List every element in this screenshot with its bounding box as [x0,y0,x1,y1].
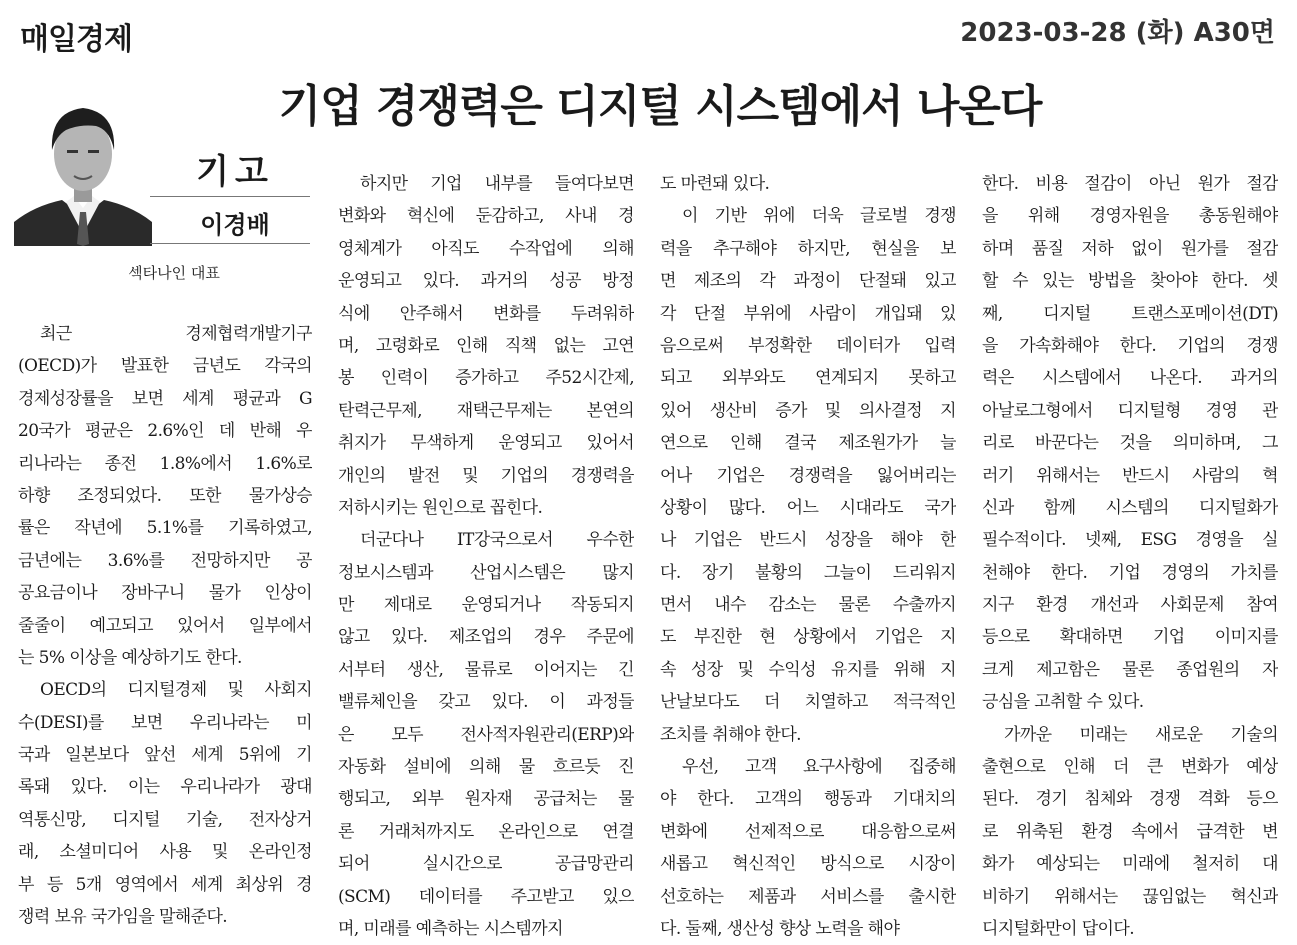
article-line: 는 5% 이상을 예상하기도 한다. [18,647,242,668]
article-line: 가까운 미래는 새로운 기술의 [1004,724,1278,745]
article-line: 비하기 위해서는 끊임없는 혁신과 [982,886,1278,907]
article-line: 탄력근무제, 재택근무제는 본연의 [338,400,634,421]
section-divider [150,196,310,197]
article-line: 다. 둘째, 생산성 향상 노력을 해야 [660,918,900,939]
article-line: 되고 외부와도 연계되지 못하고 [660,368,956,389]
article-line: 된다. 경기 침체와 경쟁 격화 등으 [982,789,1278,810]
article-line: 20국가 평균은 2.6%인 데 반해 우 [18,421,312,442]
article-line: 로 위축된 환경 속에서 급격한 변 [982,821,1278,842]
article-line: 새롭고 혁신적인 방식으로 시장이 [660,854,956,875]
section-label: 기고 [196,152,274,192]
article-line: 어나 기업은 경쟁력을 잃어버리는 [660,465,956,486]
article-line: 며, 미래를 예측하는 시스템까지 [338,918,563,939]
article-line: 은 모두 전사적자원관리(ERP)와 [338,724,634,745]
article-line: 운영되고 있다. 과거의 성공 방정 [338,271,634,292]
article-line: 긍심을 고취할 수 있다. [982,692,1144,713]
article-line: 영체계가 아직도 수작업에 의해 [338,238,634,259]
author-portrait-icon [14,84,152,246]
author-divider [150,243,310,244]
article-line: 우선, 고객 요구사항에 집중해 [682,757,956,778]
article-line: 화가 예상되는 미래에 철저히 대 [982,854,1278,875]
article-line: 하지만 기업 내부를 들여다보면 [360,174,634,194]
article-line: 이 기반 위에 더욱 글로벌 경쟁 [682,206,956,227]
author-title: 섹타나인 대표 [128,264,220,282]
article-line: 째, 디지털 트랜스포메이션(DT) [982,303,1278,324]
article-line: 지구 환경 개선과 사회문제 참여 [982,595,1278,616]
article-line: 을 가속화해야 한다. 기업의 경쟁 [982,335,1278,356]
article-line: 속 성장 및 수익성 유지를 위해 지 [660,659,956,680]
article-line: 디지털화만이 답이다. [982,918,1135,939]
article-line: 력을 추구해야 하지만, 현실을 보 [660,238,956,259]
article-line: 변화와 혁신에 둔감하고, 사내 경 [338,206,634,227]
article-line: 만 제대로 운영되거나 작동되지 [338,595,634,616]
article-line: (OECD)가 발표한 금년도 각국의 [18,356,312,377]
article-line: 줄줄이 예고되고 있어서 일부에서 [18,615,312,636]
article-line: 자동화 설비에 의해 물 흐르듯 진 [338,757,634,778]
article-line: 서부터 생산, 물류로 이어지는 긴 [338,659,634,680]
article-line: 면 제조의 각 과정이 단절돼 있고 [660,271,956,292]
article-line: 쟁력 보유 국가임을 말해준다. [18,907,228,928]
article-line: 천해야 한다. 기업 경영의 가치를 [982,562,1278,583]
article-line: 최근 경제협력개발기구 [40,324,312,344]
author-photo [14,84,152,246]
article-line: (SCM) 데이터를 주고받고 있으 [338,886,634,907]
article-line: 록돼 있다. 이는 우리나라가 광대 [18,777,312,798]
article-line: OECD의 디지털경제 및 사회지 [40,680,312,701]
article-line: 변화에 선제적으로 대응함으로써 [660,821,956,842]
article-column-4 [982,168,1278,945]
dateline: 2023-03-28 (화) A30면 [960,18,1275,48]
article-line: 다. 장기 불황의 그늘이 드리워지 [660,562,956,583]
article-line: 있어 생산비 증가 및 의사결정 지 [660,400,956,421]
article-line: 경제성장률을 보면 세계 평균과 G [18,388,312,409]
article-line: 취지가 무색하게 운영되고 있어서 [338,433,634,454]
article-line: 출현으로 인해 더 큰 변화가 예상 [982,757,1278,778]
article-line: 개인의 발전 및 기업의 경쟁력을 [338,465,634,486]
article-line: 며, 고령화로 인해 직책 없는 고연 [338,335,634,356]
article-line: 러기 위해서는 반드시 사람의 혁 [982,465,1278,486]
article-line: 률은 작년에 5.1%를 기록하였고, [18,518,312,539]
article-line: 할 수 있는 방법을 찾아야 한다. 셋 [982,271,1278,292]
article-line: 정보시스템과 산업시스템은 많지 [338,562,634,583]
article-line: 래, 소셜미디어 사용 및 온라인정 [18,842,312,863]
article-line: 력은 시스템에서 나온다. 과거의 [982,368,1278,389]
article-line: 상황이 많다. 어느 시대라도 국가 [660,497,956,518]
article-line: 봉 인력이 증가하고 주52시간제, [338,368,634,389]
article-line: 도 부진한 현 상황에서 기업은 지 [660,627,956,648]
article-line: 아날로그형에서 디지털형 경영 관 [982,400,1278,421]
article-line: 않고 있다. 제조업의 경우 주문에 [338,627,634,648]
article-line: 조치를 취해야 한다. [660,724,801,745]
article-line: 음으로써 부정확한 데이터가 입력 [660,335,956,356]
article-line: 공요금이나 장바구니 물가 인상이 [18,583,312,604]
article-line: 론 거래처까지도 온라인으로 연결 [338,821,634,842]
author-name: 이경배 [200,211,270,239]
article-line: 역통신망, 디지털 기술, 전자상거 [18,809,312,830]
article-column-1 [18,318,312,933]
article-line: 선호하는 제품과 서비스를 출시한 [660,886,956,907]
article-line: 부 등 5개 영역에서 세계 최상위 경 [18,874,312,895]
article-line: 필수적이다. 넷째, ESG 경영을 실 [982,530,1278,551]
article-line: 국과 일본보다 앞선 세계 5위에 기 [18,745,312,766]
article-line: 되어 실시간으로 공급망관리 [338,854,634,875]
masthead: 매일경제 [20,22,132,57]
article-line: 연으로 인해 결국 제조원가가 늘 [660,433,956,454]
article-line: 야 한다. 고객의 행동과 기대치의 [660,789,956,810]
headline: 기업 경쟁력은 디지털 시스템에서 나온다 [278,81,1042,132]
article-line: 리나라는 종전 1.8%에서 1.6%로 [18,453,312,474]
article-line: 신과 함께 시스템의 디지털화가 [982,497,1278,518]
article-line: 식에 안주해서 변화를 두려워하 [338,303,634,324]
article-line: 나 기업은 반드시 성장을 해야 한 [660,530,956,551]
article-line: 한다. 비용 절감이 아닌 원가 절감 [982,174,1278,194]
article-column-2 [338,168,634,945]
article-line: 을 위해 경영자원을 총동원해야 [982,206,1278,227]
article-line: 밸류체인을 갖고 있다. 이 과정들 [338,692,634,713]
article-line: 등으로 확대하면 기업 이미지를 [982,627,1278,648]
article-line: 저하시키는 원인으로 꼽힌다. [338,497,543,518]
article-line: 더군다나 IT강국으로서 우수한 [360,530,634,551]
article-column-3 [660,168,956,945]
article-line: 금년에는 3.6%를 전망하지만 공 [18,550,312,571]
article-line: 행되고, 외부 원자재 공급처는 물 [338,789,634,810]
article-line: 수(DESI)를 보면 우리나라는 미 [18,712,312,733]
article-line: 면서 내수 감소는 물론 수출까지 [660,595,956,616]
article-line: 난날보다도 더 치열하고 적극적인 [660,692,956,713]
article-line: 하향 조정되었다. 또한 물가상승 [18,485,312,506]
article-line: 하며 품질 저하 없이 원가를 절감 [982,238,1278,259]
article-line: 크게 제고함은 물론 종업원의 자 [982,659,1278,680]
article-line: 각 단절 부위에 사람이 개입돼 있 [660,303,956,324]
article-line: 도 마련돼 있다. [660,174,770,194]
article-line: 리로 바꾼다는 것을 의미하며, 그 [982,433,1278,454]
